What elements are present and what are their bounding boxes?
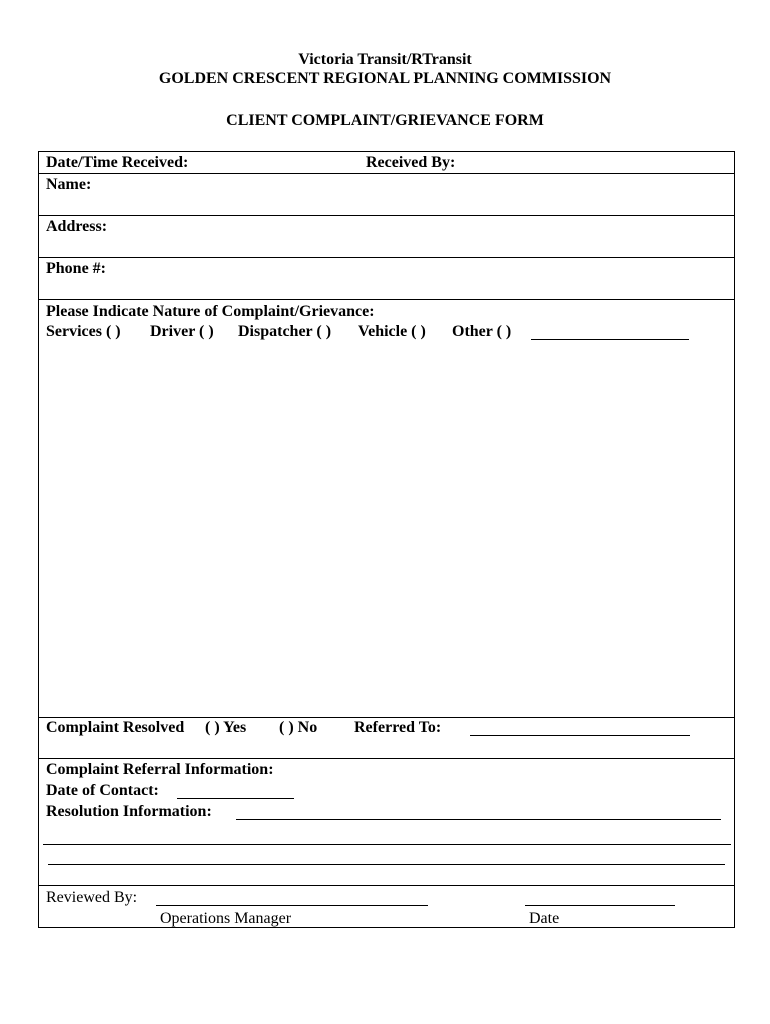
row-divider — [39, 215, 734, 216]
reviewed-by-signature-line[interactable] — [156, 905, 428, 906]
date-of-contact-label: Date of Contact: — [46, 782, 159, 799]
resolution-info-label: Resolution Information: — [46, 803, 212, 820]
row-divider — [39, 173, 734, 174]
other-specify-line[interactable] — [531, 339, 689, 340]
referral-info-label: Complaint Referral Information: — [46, 761, 274, 778]
name-label: Name: — [46, 176, 92, 193]
option-other[interactable]: Other ( ) — [452, 323, 512, 340]
resolved-yes-option[interactable]: ( ) Yes — [205, 719, 247, 736]
row-divider — [39, 257, 734, 258]
header-line-1: Victoria Transit/RTransit — [298, 51, 472, 68]
date-time-received-label: Date/Time Received: — [46, 154, 189, 171]
resolved-no-option[interactable]: ( ) No — [279, 719, 318, 736]
phone-label: Phone #: — [46, 260, 106, 277]
complaint-resolved-label: Complaint Resolved — [46, 719, 185, 736]
review-date-line[interactable] — [525, 905, 675, 906]
referred-to-label: Referred To: — [354, 719, 442, 736]
option-vehicle[interactable]: Vehicle ( ) — [358, 323, 426, 340]
referred-to-line[interactable] — [470, 735, 690, 736]
reviewed-by-label: Reviewed By: — [46, 889, 138, 906]
nature-of-complaint-label: Please Indicate Nature of Complaint/Grievance: — [46, 303, 375, 320]
header-line-2: GOLDEN CRESCENT REGIONAL PLANNING COMMISSION — [158, 70, 612, 87]
row-divider — [39, 758, 734, 759]
row-divider — [39, 885, 734, 886]
operations-manager-label: Operations Manager — [160, 910, 292, 927]
row-divider — [39, 299, 734, 300]
date-of-contact-line[interactable] — [177, 798, 294, 799]
resolution-info-line-2[interactable] — [43, 844, 731, 845]
received-by-label: Received By: — [366, 154, 456, 171]
address-label: Address: — [46, 218, 108, 235]
form-title: CLIENT COMPLAINT/GRIEVANCE FORM — [226, 112, 544, 129]
complaint-form — [38, 151, 735, 928]
resolution-info-line-3[interactable] — [48, 864, 725, 865]
resolution-info-line[interactable] — [236, 819, 721, 820]
option-driver[interactable]: Driver ( ) — [150, 323, 214, 340]
date-label: Date — [529, 910, 560, 927]
option-services[interactable]: Services ( ) — [46, 323, 121, 340]
option-dispatcher[interactable]: Dispatcher ( ) — [238, 323, 332, 340]
